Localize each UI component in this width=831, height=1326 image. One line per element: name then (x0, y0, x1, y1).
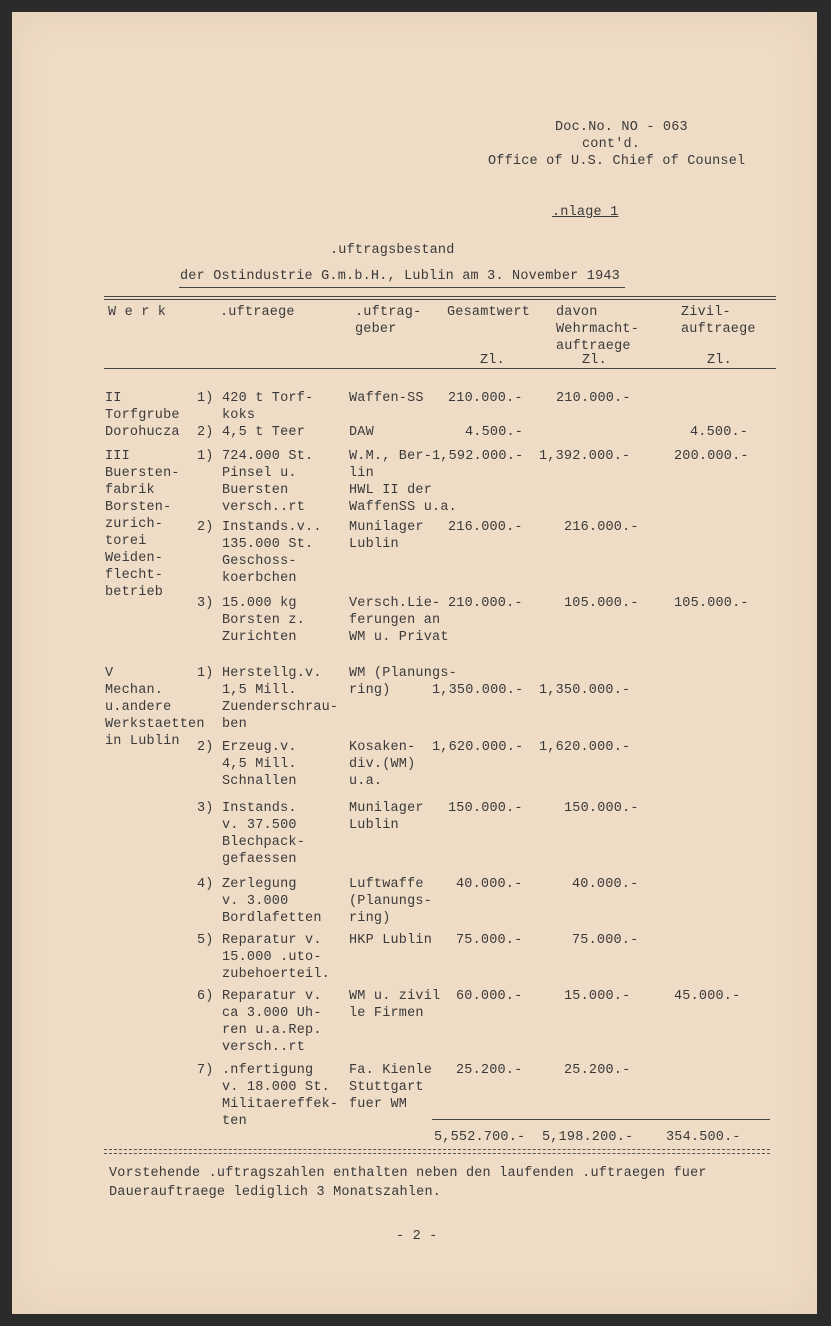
document-page (12, 12, 817, 1314)
row-auftrag: 724.000 St. Pinsel u. Buersten versch..rt (222, 449, 314, 515)
row-geber: Kosaken- div.(WM) u.a. (349, 740, 416, 789)
table-rule-bottom (104, 1149, 770, 1150)
row-auftrag: Reparatur v. 15.000 .uto- zubehoerteil. (222, 933, 330, 982)
row-auftrag: Instands.v.. 135.000 St. Geschoss- koerbchen (222, 520, 322, 586)
row-gesamt: 210.000.- (448, 391, 523, 406)
row-gesamt: 216.000.- (448, 520, 523, 535)
row-geber: W.M., Ber- lin HWL II der WaffenSS u.a. (349, 449, 457, 515)
header-rule (104, 368, 776, 369)
footnote: Vorstehende .uftragszahlen enthalten neben den laufenden .uftraegen fuer Dauerauftraege lediglich 3 Monatszahlen. (109, 1166, 707, 1200)
table-rule-top2 (104, 299, 776, 300)
col-werk: W e r k (108, 305, 167, 320)
row-number: 1) (197, 391, 214, 406)
unit-gesamt: Zl. (480, 353, 505, 368)
title-line1: .uftragsbestand (330, 243, 455, 258)
row-number: 7) (197, 1063, 214, 1078)
row-gesamt: 4.500.- (465, 425, 524, 440)
doc-number: Doc.No. NO - 063 (555, 120, 688, 135)
row-auftrag: Herstellg.v. 1,5 Mill. Zuenderschrau- ben (222, 666, 339, 732)
row-gesamt: 1,592.000.- (432, 449, 524, 464)
row-gesamt: 210.000.- (448, 596, 523, 611)
row-number: 1) (197, 666, 214, 681)
totals-rule (432, 1119, 770, 1120)
col-zivil: Zivil- auftraege (681, 305, 756, 337)
werk-v: V Mechan. u.andere Werkstaetten in Lublin (105, 666, 205, 749)
row-number: 2) (197, 520, 214, 535)
row-wehr: 216.000.- (564, 520, 639, 535)
row-geber: DAW (349, 425, 374, 440)
row-gesamt: 1,350.000.- (432, 683, 524, 698)
row-auftrag: Erzeug.v. 4,5 Mill. Schnallen (222, 740, 297, 789)
row-wehr: 150.000.- (564, 801, 639, 816)
row-auftrag: 15.000 kg Borsten z. Zurichten (222, 596, 306, 645)
row-wehr: 40.000.- (572, 877, 639, 892)
title-line2: der Ostindustrie G.m.b.H., Lublin am 3. November 1943 (180, 269, 620, 284)
doc-contd: cont'd. (582, 137, 641, 152)
row-geber: HKP Lublin (349, 933, 433, 948)
row-wehr: 1,350.000.- (539, 683, 631, 698)
row-zivil: 4.500.- (690, 425, 749, 440)
table-rule-bottom2 (104, 1153, 770, 1154)
row-wehr: 210.000.- (556, 391, 631, 406)
office-line: Office of U.S. Chief of Counsel (488, 154, 746, 169)
row-number: 5) (197, 933, 214, 948)
row-number: 2) (197, 740, 214, 755)
anlage-label: .nlage 1 (552, 205, 619, 220)
row-auftrag: .nfertigung v. 18.000 St. Militaereffek- ten (222, 1063, 339, 1129)
werk-ii: II Torfgrube Dorohucza (105, 391, 180, 440)
row-auftrag: 420 t Torf- koks (222, 391, 314, 423)
total-wehr: 5,198.200.- (542, 1130, 634, 1145)
row-gesamt: 150.000.- (448, 801, 523, 816)
row-wehr: 75.000.- (572, 933, 639, 948)
row-geber: Versch.Lie- ferungen an WM u. Privat (349, 596, 449, 645)
col-gesamtwert: Gesamtwert (447, 305, 531, 320)
row-geber: Munilager Lublin (349, 520, 424, 552)
row-geber: WM u. zivil le Firmen (349, 989, 441, 1021)
row-auftrag: Reparatur v. ca 3.000 Uh- ren u.a.Rep. versch..rt (222, 989, 322, 1055)
title-underline (179, 287, 625, 288)
col-auftraggeber: .uftrag- geber (355, 305, 422, 337)
row-wehr: 1,392.000.- (539, 449, 631, 464)
col-auftraege: .uftraege (220, 305, 295, 320)
row-number: 1) (197, 449, 214, 464)
total-gesamt: 5,552.700.- (434, 1130, 526, 1145)
row-auftrag: 4,5 t Teer (222, 425, 306, 440)
page-number: - 2 - (396, 1229, 438, 1244)
row-geber: WM (Planungs- ring) (349, 666, 457, 698)
row-auftrag: Instands. v. 37.500 Blechpack- gefaessen (222, 801, 306, 867)
row-gesamt: 1,620.000.- (432, 740, 524, 755)
werk-iii: III Buersten- fabrik Borsten- zurich- torei Weiden- flecht- betrieb (105, 449, 180, 600)
row-wehr: 15.000.- (564, 989, 631, 1004)
row-geber: Waffen-SS (349, 391, 424, 406)
row-zivil: 105.000.- (674, 596, 749, 611)
total-zivil: 354.500.- (666, 1130, 741, 1145)
row-geber: Fa. Kienle Stuttgart fuer WM (349, 1063, 433, 1112)
table-rule-top (104, 296, 776, 297)
unit-wehr: Zl. (582, 353, 607, 368)
row-gesamt: 60.000.- (456, 989, 523, 1004)
row-number: 2) (197, 425, 214, 440)
row-number: 6) (197, 989, 214, 1004)
row-gesamt: 40.000.- (456, 877, 523, 892)
row-zivil: 45.000.- (674, 989, 741, 1004)
row-number: 3) (197, 801, 214, 816)
unit-zivil: Zl. (707, 353, 732, 368)
row-wehr: 1,620.000.- (539, 740, 631, 755)
row-number: 3) (197, 596, 214, 611)
row-number: 4) (197, 877, 214, 892)
row-wehr: 25.200.- (564, 1063, 631, 1078)
row-zivil: 200.000.- (674, 449, 749, 464)
row-gesamt: 75.000.- (456, 933, 523, 948)
row-geber: Luftwaffe (Planungs- ring) (349, 877, 433, 926)
col-wehrmacht: davon Wehrmacht- auftraege (556, 305, 640, 354)
row-gesamt: 25.200.- (456, 1063, 523, 1078)
row-geber: Munilager Lublin (349, 801, 424, 833)
row-wehr: 105.000.- (564, 596, 639, 611)
row-auftrag: Zerlegung v. 3.000 Bordlafetten (222, 877, 322, 926)
